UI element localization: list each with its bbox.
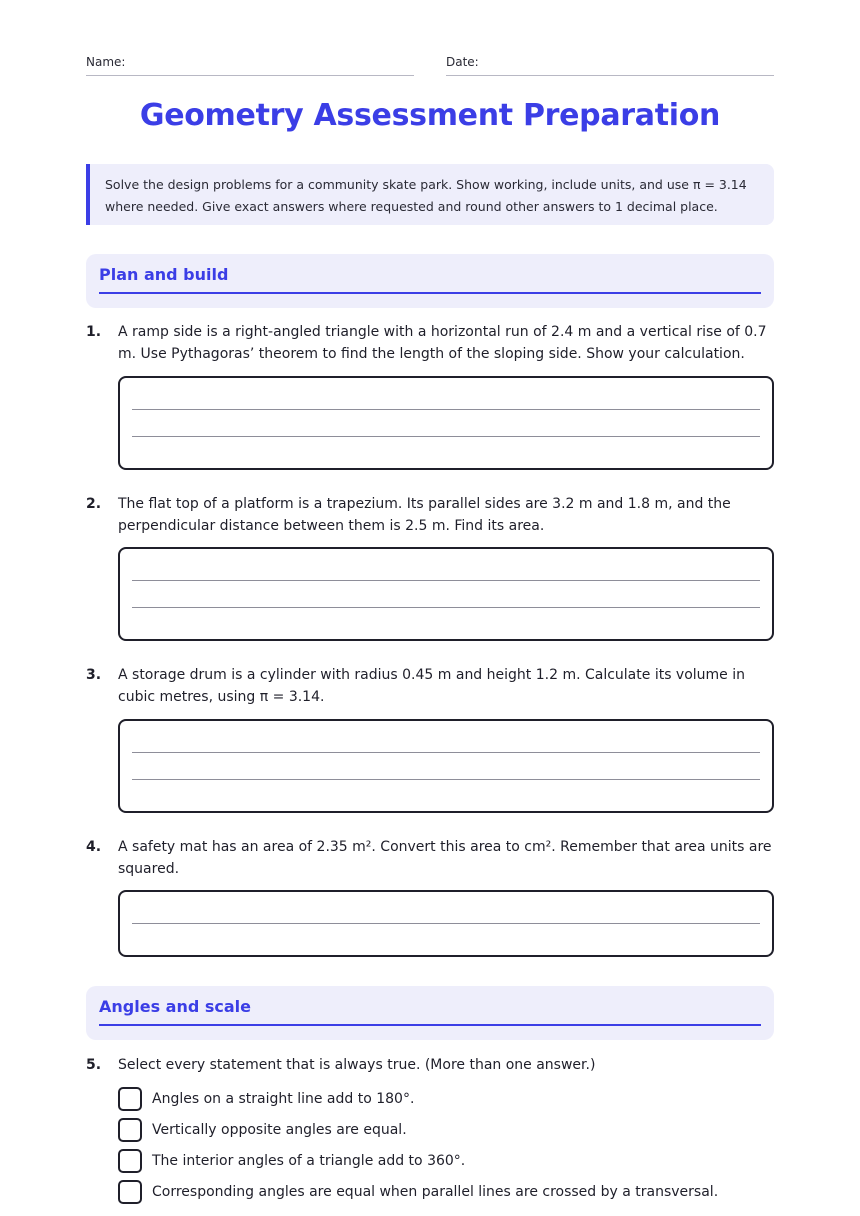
option-4[interactable]	[118, 1180, 774, 1204]
option-2[interactable]	[118, 1118, 774, 1142]
option-1[interactable]	[118, 1087, 774, 1111]
answer-box-3[interactable]	[118, 719, 774, 813]
option-label: Angles on a straight line add to 180°.	[152, 1091, 415, 1107]
checkbox[interactable]	[118, 1149, 142, 1173]
question-number: 1.	[86, 324, 102, 340]
section-angles-and-scale	[86, 986, 774, 1040]
option-label: The interior angles of a triangle add to 360°.	[152, 1153, 466, 1169]
answer-line	[132, 580, 760, 581]
checkbox[interactable]	[118, 1118, 142, 1142]
answer-box-2[interactable]	[118, 547, 774, 641]
question-text: A storage drum is a cylinder with radius 0.45 m and height 1.2 m. Calculate its volume in cubic metres, using π = 3.14.	[118, 667, 746, 705]
question-text: Select every statement that is always true. (More than one answer.)	[118, 1057, 596, 1073]
answer-box-4[interactable]	[118, 890, 774, 957]
question-text: A ramp side is a right-angled triangle with a horizontal run of 2.4 m and a vertical rise of 0.7 m. Use Pythagoras’ theorem to find the length of the sloping side. Show your calculation.	[118, 324, 767, 362]
answer-line	[132, 752, 760, 753]
instructions-box: Solve the design problems for a community skate park. Show working, include units, and use π = 3.14 where needed. Give exact answers where requested and round other answers to 1 decimal place.	[86, 164, 774, 225]
question-text: The flat top of a platform is a trapezium. Its parallel sides are 3.2 m and 1.8 m, and the perpendicular distance between them is 2.5 m. Find its area.	[118, 496, 731, 534]
date-field[interactable]	[446, 53, 774, 76]
answer-line	[132, 779, 760, 780]
question-number: 2.	[86, 496, 102, 512]
question-number: 3.	[86, 667, 102, 683]
section-plan-and-build	[86, 254, 774, 308]
answer-line	[132, 923, 760, 924]
option-3[interactable]	[118, 1149, 774, 1173]
answer-line	[132, 607, 760, 608]
answer-line	[132, 436, 760, 437]
answer-box-1[interactable]	[118, 376, 774, 470]
checkbox[interactable]	[118, 1180, 142, 1204]
name-field[interactable]	[86, 53, 414, 76]
date-label: Date:	[446, 55, 479, 69]
section-heading: Plan and build	[99, 265, 761, 294]
answer-line	[132, 409, 760, 410]
question-number: 4.	[86, 839, 102, 855]
option-label: Vertically opposite angles are equal.	[152, 1122, 407, 1138]
option-label: Corresponding angles are equal when parallel lines are crossed by a transversal.	[152, 1184, 719, 1200]
name-label: Name:	[86, 55, 126, 69]
question-text: A safety mat has an area of 2.35 m². Convert this area to cm². Remember that area units are squared.	[118, 839, 772, 877]
section-heading: Angles and scale	[99, 997, 761, 1026]
question-number: 5.	[86, 1057, 102, 1073]
checkbox[interactable]	[118, 1087, 142, 1111]
page-title: Geometry Assessment Preparation	[139, 98, 721, 133]
student-info-fields	[86, 53, 774, 76]
